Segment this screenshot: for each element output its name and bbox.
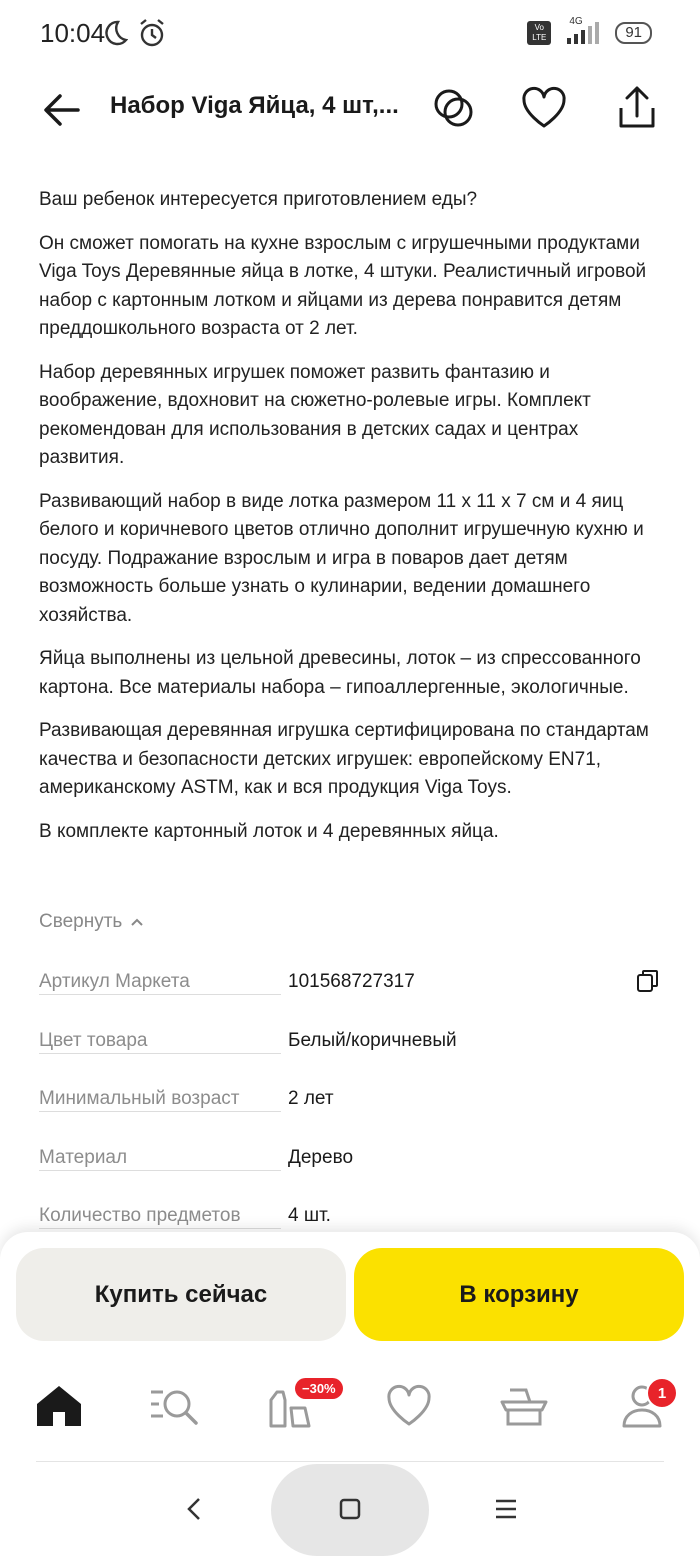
purchase-panel xyxy=(0,1232,700,1352)
spec-value: 4 шт. xyxy=(288,1205,331,1226)
signal-icon xyxy=(563,16,603,46)
share-icon[interactable] xyxy=(611,82,663,134)
favorites-icon[interactable] xyxy=(381,1378,437,1434)
moon-icon xyxy=(102,18,128,48)
status-bar xyxy=(0,0,700,70)
compare-icon[interactable] xyxy=(428,82,480,134)
catalog-search-icon[interactable] xyxy=(147,1378,203,1434)
spec-row xyxy=(39,968,661,1027)
alarm-icon xyxy=(138,18,166,48)
page-title: Набор Viga Яйца, 4 шт,... xyxy=(110,92,399,119)
volte-badge: Vo LTE xyxy=(527,21,551,45)
spec-label: Количество предметов xyxy=(39,1205,241,1226)
favorite-heart-icon[interactable] xyxy=(518,82,570,134)
battery-indicator: 91 xyxy=(615,22,652,44)
spec-divider xyxy=(39,1170,281,1171)
home-icon[interactable] xyxy=(31,1378,87,1434)
description-paragraph: Развивающий набор в виде лотка размером 11 х 11 х 7 см и 4 яиц белого и коричневого цветов отлично дополнит игрушечную кухню и посуду. Подражание взрослым и игра в поваров дает детям возможность больше узнать о кулинарии, ведении домашнего хозяйства. xyxy=(39,490,644,626)
product-description xyxy=(39,186,661,861)
system-navigation xyxy=(0,1462,700,1556)
status-right xyxy=(527,16,652,46)
profile-notification-badge: 1 xyxy=(646,1377,678,1409)
back-arrow-icon[interactable] xyxy=(38,86,86,134)
collapse-description-button[interactable] xyxy=(39,911,144,933)
network-label: 4G xyxy=(569,16,583,27)
spec-divider xyxy=(39,1111,281,1112)
spec-row xyxy=(39,1085,661,1144)
cart-icon[interactable] xyxy=(496,1378,552,1434)
specs-table xyxy=(39,968,661,1261)
spec-label: Артикул Маркета xyxy=(39,971,190,992)
product-header xyxy=(0,70,700,150)
system-menu-icon[interactable] xyxy=(492,1496,520,1522)
status-icons xyxy=(104,18,166,48)
spec-row xyxy=(39,1027,661,1086)
system-home-icon xyxy=(338,1497,362,1521)
description-paragraph: Развивающая деревянная игрушка сертифицирована по стандартам качества и безопасности детских игрушек: европейскому EN71, американскому ASTM, как и вся продукция Viga Toys. xyxy=(39,720,649,798)
add-to-cart-button[interactable]: В корзину xyxy=(354,1248,684,1341)
spec-value: 101568727317 xyxy=(288,971,415,992)
chevron-up-icon xyxy=(130,917,144,927)
collapse-label: Свернуть xyxy=(39,911,123,932)
spec-label: Материал xyxy=(39,1146,128,1168)
spec-divider xyxy=(39,994,281,995)
spec-row xyxy=(39,1144,661,1203)
spec-divider xyxy=(39,1053,281,1054)
spec-value: Белый/коричневый xyxy=(288,1029,457,1051)
spec-divider xyxy=(39,1228,281,1229)
spec-value: 2 лет xyxy=(288,1088,334,1109)
buy-now-button[interactable]: Купить сейчас xyxy=(16,1248,346,1341)
bottom-tab-bar xyxy=(0,1352,700,1462)
spec-label: Цвет товара xyxy=(39,1029,148,1051)
description-paragraph: Он сможет помогать на кухне взрослым с игрушечными продуктами Viga Toys Деревянные яйца в лотке, 4 штуки. Реалистичный игровой набор с картонным лотком и яйцами из дерева понравится детям преддошкольного возраста от 2 лет. xyxy=(39,232,647,339)
description-paragraph: Набор деревянных игрушек поможет развить фантазию и воображение, вдохновит на сюжетно-ролевые игры. Комплект рекомендован для использования в детских садах и центрах развития. xyxy=(39,361,591,468)
description-paragraph: Яйца выполнены из цельной древесины, лоток – из спрессованного картона. Все материалы набора – гипоаллергенные, экологичные. xyxy=(39,648,641,698)
system-back-icon[interactable] xyxy=(180,1494,210,1524)
spec-value: Дерево xyxy=(288,1146,354,1168)
copy-icon[interactable] xyxy=(635,968,661,994)
sale-badge: −30% xyxy=(295,1378,343,1399)
description-paragraph: Ваш ребенок интересуется приготовлением еды? xyxy=(39,189,478,210)
spec-label: Минимальный возраст xyxy=(39,1088,240,1109)
status-time: 10:04 xyxy=(40,18,106,48)
description-paragraph: В комплекте картонный лоток и 4 деревянных яйца. xyxy=(39,820,499,842)
